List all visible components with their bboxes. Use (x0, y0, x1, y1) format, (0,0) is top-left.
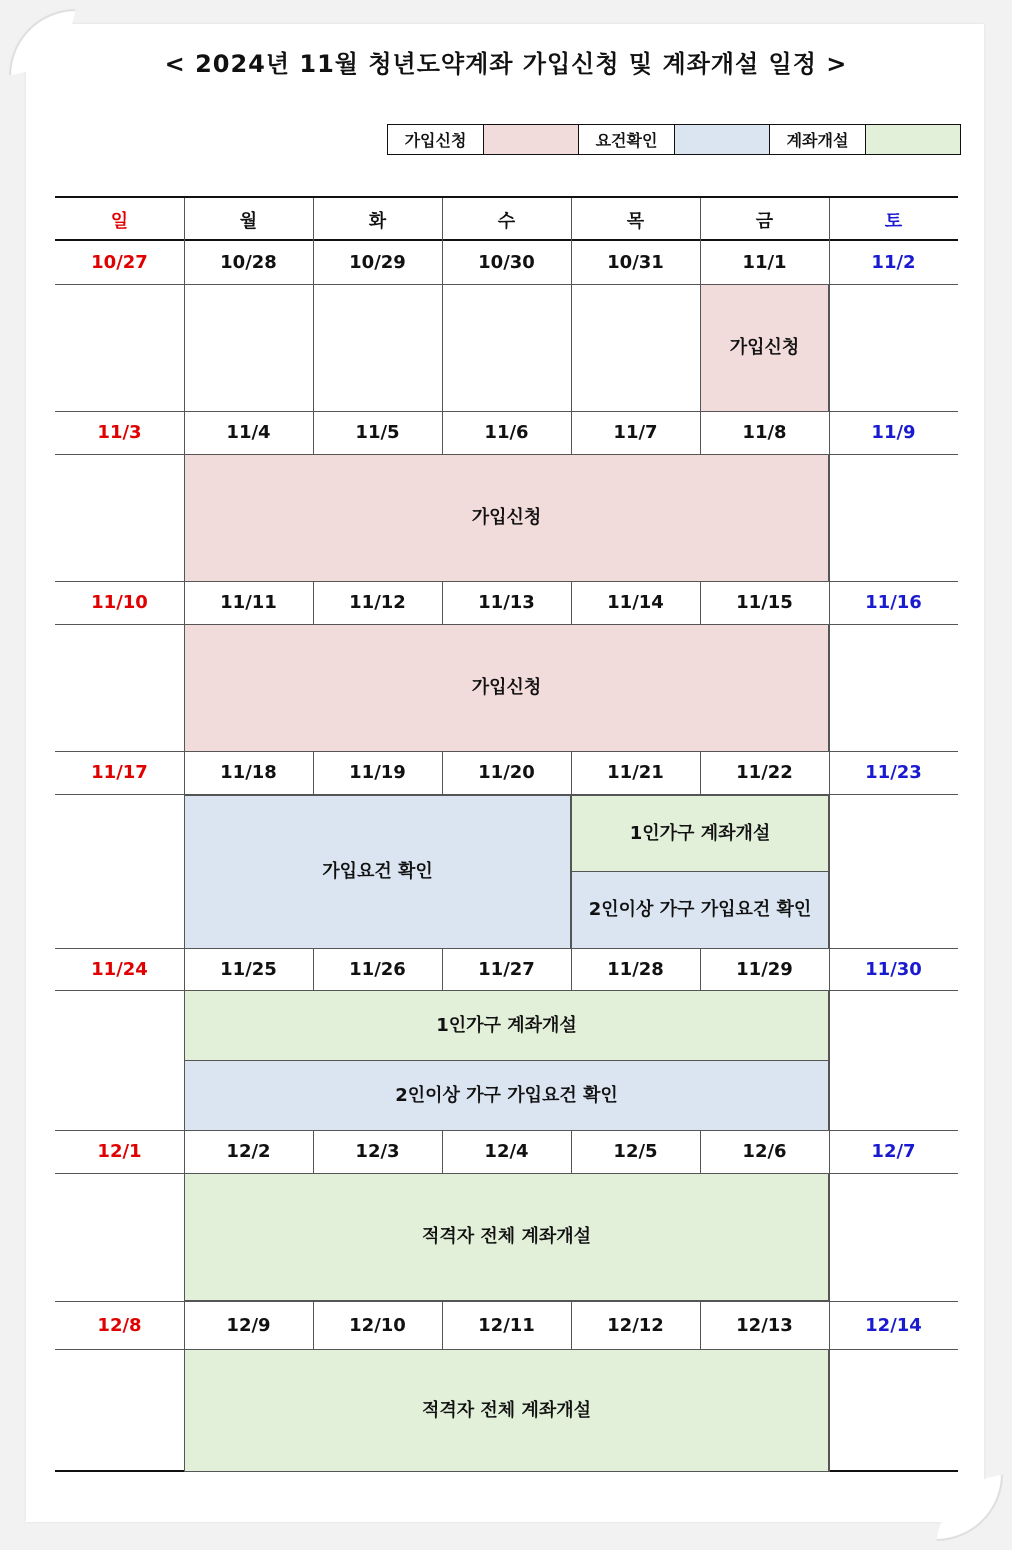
date-cell-sat: 11/30 (865, 958, 922, 980)
grid-vline (829, 624, 830, 751)
date-cell-fri: 12/6 (742, 1141, 787, 1162)
date-cell-mon: 10/28 (220, 252, 277, 273)
grid-vline (829, 1349, 830, 1472)
date-cell-fri: 11/29 (736, 958, 793, 980)
event-w6-open-all: 적격자 전체 계좌개설 (184, 1173, 829, 1301)
grid-vline (571, 198, 572, 241)
date-cell-thu: 11/21 (607, 762, 664, 783)
grid-vline (829, 794, 830, 948)
date-cell-wed: 12/4 (484, 1141, 529, 1162)
legend-swatch-open (866, 125, 960, 154)
weekday-fri: 금 (755, 210, 774, 232)
grid-vline (313, 284, 314, 411)
date-cell-wed: 12/11 (478, 1314, 535, 1336)
date-cell-tue: 11/12 (349, 592, 406, 613)
date-cell-sat: 11/23 (865, 762, 922, 783)
date-cell-wed: 11/6 (484, 422, 529, 443)
date-cell-fri: 12/13 (736, 1314, 793, 1336)
weekday-tue: 화 (368, 210, 387, 232)
grid-vline (829, 284, 830, 411)
weekday-sat: 토 (884, 210, 903, 232)
date-cell-sun: 12/1 (97, 1141, 142, 1162)
date-cell-mon: 11/25 (220, 958, 277, 980)
date-cell-thu: 12/5 (613, 1141, 658, 1162)
event-w4-open-single: 1인가구 계좌개설 (571, 795, 829, 872)
legend-swatch-check (675, 125, 770, 154)
date-cell-tue: 12/3 (355, 1141, 400, 1162)
event-w3-apply: 가입신청 (184, 624, 829, 752)
date-cell-wed: 11/13 (478, 592, 535, 613)
grid-vline (829, 1173, 830, 1301)
date-cell-sun: 12/8 (97, 1314, 142, 1336)
date-cell-sat: 12/14 (865, 1314, 922, 1336)
grid-vline (442, 284, 443, 411)
date-cell-thu: 11/14 (607, 592, 664, 613)
date-cell-mon: 11/4 (226, 422, 271, 443)
date-cell-sat: 11/2 (871, 252, 916, 273)
date-cell-thu: 11/28 (607, 958, 664, 980)
grid-vline (829, 990, 830, 1130)
date-cell-mon: 12/9 (226, 1314, 271, 1336)
event-w2-apply: 가입신청 (184, 454, 829, 582)
date-cell-sat: 12/7 (871, 1141, 916, 1162)
date-cell-fri: 11/15 (736, 592, 793, 613)
legend-label-open: 계좌개설 (770, 125, 866, 154)
event-w4-check: 가입요건 확인 (184, 795, 571, 949)
date-cell-fri: 11/1 (742, 252, 787, 273)
date-cell-thu: 12/12 (607, 1314, 664, 1336)
date-cell-tue: 11/5 (355, 422, 400, 443)
grid-vline (571, 284, 572, 411)
date-cell-sun: 10/27 (91, 252, 148, 273)
date-cell-sat: 11/9 (871, 422, 916, 443)
date-cell-sun: 11/10 (91, 592, 148, 613)
event-w7-open-all: 적격자 전체 계좌개설 (184, 1349, 829, 1472)
calendar-grid (55, 196, 958, 1472)
page-title: < 2024년 11월 청년도약계좌 가입신청 및 계좌개설 일정 > (164, 50, 848, 78)
date-cell-tue: 11/26 (349, 958, 406, 980)
grid-vline (442, 198, 443, 241)
date-cell-mon: 12/2 (226, 1141, 271, 1162)
date-cell-thu: 11/7 (613, 422, 658, 443)
date-cell-wed: 10/30 (478, 252, 535, 273)
event-w4-check-multi: 2인이상 가구 가입요건 확인 (571, 871, 829, 949)
date-cell-wed: 11/20 (478, 762, 535, 783)
event-w1-apply: 가입신청 (700, 284, 829, 412)
weekday-mon: 월 (239, 210, 258, 232)
weekday-thu: 목 (626, 210, 645, 232)
grid-vline (700, 198, 701, 241)
event-w5-open-single: 1인가구 계좌개설 (184, 990, 829, 1061)
weekday-wed: 수 (497, 210, 516, 232)
date-cell-mon: 11/11 (220, 592, 277, 613)
date-cell-tue: 10/29 (349, 252, 406, 273)
grid-vline (313, 198, 314, 241)
date-cell-fri: 11/22 (736, 762, 793, 783)
grid-vline (184, 284, 185, 411)
date-cell-tue: 11/19 (349, 762, 406, 783)
date-cell-sun: 11/17 (91, 762, 148, 783)
date-cell-wed: 11/27 (478, 958, 535, 980)
legend-label-check: 요건확인 (579, 125, 675, 154)
grid-vline (184, 198, 185, 241)
grid-vline (829, 454, 830, 581)
date-cell-fri: 11/8 (742, 422, 787, 443)
grid-vline (829, 198, 830, 241)
legend-label-apply: 가입신청 (388, 125, 484, 154)
date-cell-sat: 11/16 (865, 592, 922, 613)
date-cell-thu: 10/31 (607, 252, 664, 273)
date-cell-mon: 11/18 (220, 762, 277, 783)
legend (387, 124, 961, 155)
legend-swatch-apply (484, 125, 579, 154)
date-cell-sun: 11/24 (91, 958, 148, 980)
date-cell-tue: 12/10 (349, 1314, 406, 1336)
event-w5-check-multi: 2인이상 가구 가입요건 확인 (184, 1060, 829, 1131)
weekday-sun: 일 (110, 210, 129, 232)
date-cell-sun: 11/3 (97, 422, 142, 443)
